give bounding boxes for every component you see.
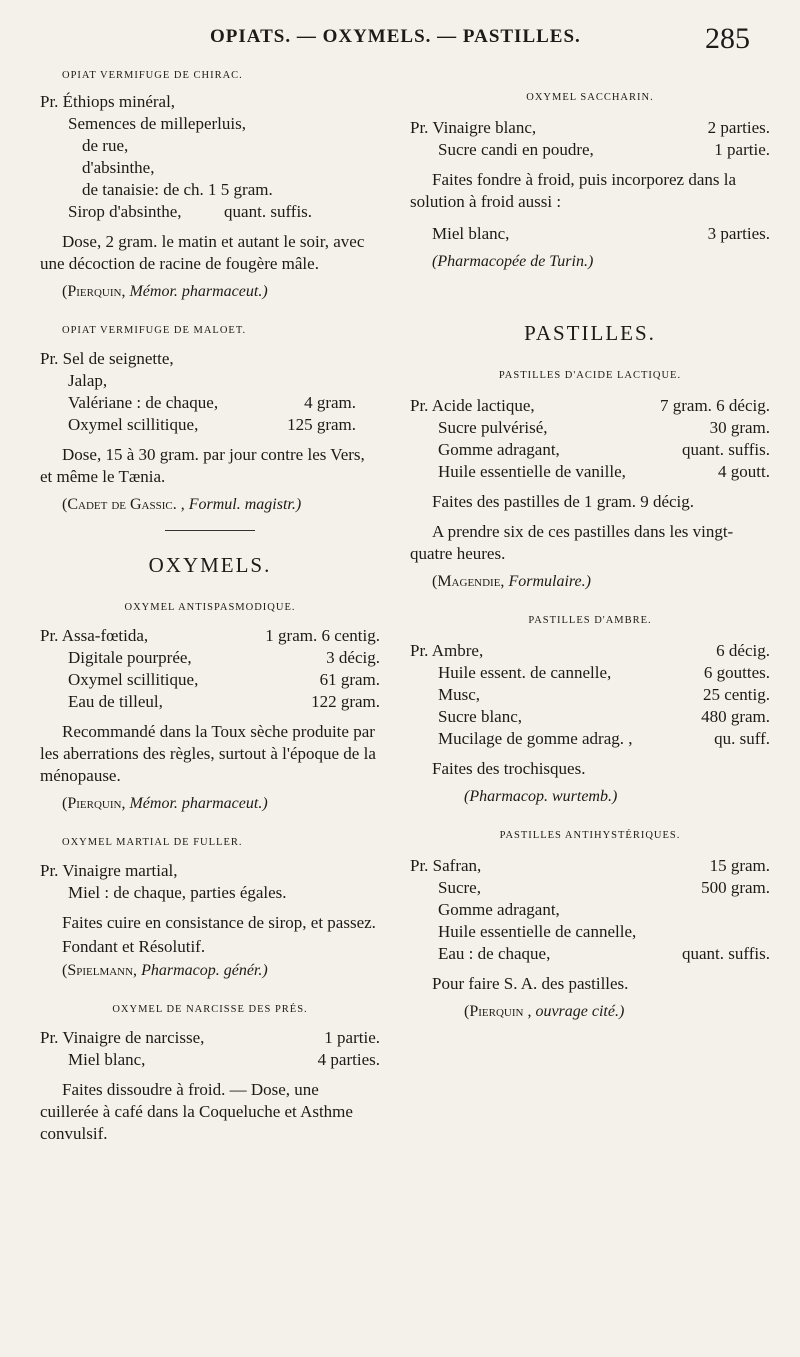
- ingredient-line: [410, 417, 770, 439]
- ingredient: Pr. Vinaigre de narcisse,: [40, 1028, 205, 1047]
- recipe-title: PASTILLES ANTIHYSTÉRIQUES.: [499, 830, 681, 841]
- source-work: Mémor. pharmaceut.): [129, 283, 268, 300]
- ingredient: Pr. Ambre,: [410, 641, 484, 660]
- ingredient-line: [410, 439, 770, 461]
- ingredient-line: [410, 943, 770, 965]
- ingredient-line: [40, 691, 380, 713]
- ingredient: Digitale pourprée,: [68, 648, 192, 667]
- source-citation: [410, 786, 770, 808]
- quantity: 6 décig.: [716, 641, 770, 660]
- left-column: [40, 70, 380, 1167]
- quantity: 4 gram.: [304, 393, 356, 412]
- quantity: 3 parties.: [707, 224, 770, 243]
- preparation-text: Faites fondre à froid, puis incorporez dans la solution à froid aussi :: [410, 170, 737, 211]
- ingredient: Pr. Acide lactique,: [410, 396, 535, 415]
- recipe-pastilles-lactique: [410, 370, 770, 593]
- recipe-title: OXYMEL DE NARCISSE DES PRÉS.: [112, 1004, 308, 1015]
- ingredient-line: Semences de milleperluis,: [68, 114, 246, 133]
- quantity: 6 gouttes.: [703, 663, 770, 682]
- ingredient-line: [40, 370, 380, 392]
- ingredient: Miel blanc,: [432, 224, 510, 243]
- quantity: 25 centig.: [702, 685, 770, 704]
- ingredient-line: de tanaisie: de ch. 1 5 gram.: [82, 180, 273, 199]
- source-citation: [410, 251, 770, 273]
- ingredient: Pr. Sel de seignette,: [40, 349, 174, 368]
- ingredient-line: [40, 669, 380, 691]
- property-text: Fondant et Résolutif.: [62, 937, 206, 956]
- quantity: 122 gram.: [311, 692, 380, 711]
- source-citation: [40, 281, 380, 303]
- ingredient-line: [40, 348, 380, 370]
- dosage-text: Dose, 15 à 30 gram. par jour contre les Vers, et même le Tænia.: [40, 445, 365, 486]
- source-citation: [410, 1001, 770, 1023]
- source-author: (Pierquin,: [62, 795, 126, 812]
- ingredient: Valériane : de chaque,: [68, 393, 219, 412]
- recipe-oxymel-narcisse: [40, 1004, 380, 1145]
- dosage-text: A prendre six de ces pastilles dans les vingt-quatre heures.: [410, 522, 734, 563]
- ingredient: Pr. Safran,: [410, 856, 482, 875]
- source-work: ouvrage cité.): [535, 1003, 625, 1020]
- ingredient: Huile essentielle de cannelle,: [438, 922, 637, 941]
- preparation-text: Faites des trochisques.: [432, 759, 586, 778]
- recipe-oxymel-fuller: [40, 837, 380, 982]
- quantity: 2 parties.: [707, 118, 770, 137]
- source-work: (Pharmacopée de Turin.): [432, 253, 594, 270]
- ingredient-line: [40, 414, 380, 436]
- ingredient-line: de rue,: [82, 136, 129, 155]
- quantity: 3 décig.: [326, 648, 380, 667]
- recipe-title: OPIAT VERMIFUGE DE CHIRAC.: [62, 70, 243, 81]
- source-work: Formul. magistr.): [188, 496, 302, 513]
- page-number: 285: [705, 22, 750, 55]
- quantity: quant. suffis.: [682, 944, 770, 963]
- ingredient: Sucre pulvérisé,: [438, 418, 548, 437]
- ingredient: Mucilage de gomme adrag. ,: [438, 729, 633, 748]
- recipe-title: OXYMEL MARTIAL DE FULLER.: [62, 837, 243, 848]
- ingredient: Eau de tilleul,: [68, 692, 163, 711]
- recipe-opiat-chirac: [40, 70, 380, 303]
- ingredient: Musc,: [438, 685, 481, 704]
- source-author: (Pierquin,: [62, 283, 126, 300]
- ingredient-line: [410, 706, 770, 728]
- section-divider: [165, 530, 255, 531]
- ingredient: Gomme adragant,: [438, 900, 560, 919]
- preparation-text: Faites cuire en consistance de sirop, et passez.: [62, 913, 376, 932]
- ingredient: Sucre candi en poudre,: [438, 140, 594, 159]
- ingredient-line: Sirop d'absinthe, quant. suffis.: [68, 202, 313, 221]
- source-work: Pharmacop. génér.): [141, 962, 268, 979]
- ingredient: Jalap,: [68, 371, 108, 390]
- ingredient: Sucre blanc,: [438, 707, 523, 726]
- recipe-title: OPIAT VERMIFUGE DE MALOET.: [62, 325, 247, 336]
- ingredient: Oxymel scillitique,: [68, 670, 199, 689]
- ingredient-line: [410, 461, 770, 483]
- ingredient-line: [410, 223, 770, 245]
- ingredient-line: Pr. Éthiops minéral,: [40, 92, 176, 111]
- source-citation: [40, 494, 380, 516]
- section-heading-pastilles: PASTILLES.: [524, 321, 656, 345]
- page-header: [60, 22, 750, 56]
- source-author: (Magendie,: [432, 573, 505, 590]
- ingredient-line: [410, 877, 770, 899]
- ingredient: Gomme adragant,: [438, 440, 560, 459]
- source-author: (Cadet de Gassic. ,: [62, 496, 185, 513]
- ingredient-line: [410, 117, 770, 139]
- ingredient-line: [410, 728, 770, 750]
- source-work: Mémor. pharmaceut.): [129, 795, 268, 812]
- ingredient-line: [40, 647, 380, 669]
- ingredient-line: [40, 392, 380, 414]
- ingredient-line: d'absinthe,: [82, 158, 155, 177]
- ingredient: Pr. Vinaigre blanc,: [410, 118, 537, 137]
- quantity: 4 parties.: [317, 1050, 380, 1069]
- recipe-title: PASTILLES D'AMBRE.: [528, 615, 652, 626]
- ingredient-line: [40, 1027, 380, 1049]
- source-work: (Pharmacop. wurtemb.): [464, 788, 618, 805]
- quantity: 1 partie.: [324, 1028, 380, 1047]
- running-title: OPIATS. — OXYMELS. — PASTILLES.: [210, 26, 581, 47]
- source-work: Formulaire.): [508, 573, 591, 590]
- quantity: qu. suff.: [714, 729, 770, 748]
- recipe-pastilles-ambre: [410, 615, 770, 808]
- ingredient: Pr. Assa-fœtida,: [40, 626, 149, 645]
- quantity: 125 gram.: [287, 415, 356, 434]
- ingredient-line: [40, 1049, 380, 1071]
- preparation-text: Faites des pastilles de 1 gram. 9 décig.: [432, 492, 695, 511]
- ingredient-line: Miel : de chaque, parties égales.: [68, 883, 287, 902]
- ingredient: Eau : de chaque,: [438, 944, 551, 963]
- preparation-text: Pour faire S. A. des pastilles.: [432, 974, 629, 993]
- ingredient-line: [410, 899, 770, 921]
- ingredient: Huile essentielle de vanille,: [438, 462, 626, 481]
- ingredient-line: [410, 640, 770, 662]
- ingredient-line: [410, 921, 770, 943]
- recipe-pastilles-antihysteriques: [410, 830, 770, 1023]
- ingredient: Miel blanc,: [68, 1050, 146, 1069]
- right-column: [410, 92, 770, 1045]
- recipe-title: OXYMEL SACCHARIN.: [526, 92, 654, 103]
- recipe-oxymel-saccharin: [410, 92, 770, 273]
- source-author: (Pierquin ,: [464, 1003, 532, 1020]
- quantity: 1 gram. 6 centig.: [265, 626, 380, 645]
- recipe-oxymel-antispasmodique: [40, 602, 380, 815]
- indication-text: Recommandé dans la Toux sèche produite par les aberrations des règles, surtout à l'époque de la ménopause.: [40, 722, 376, 785]
- quantity: 500 gram.: [701, 878, 770, 897]
- recipe-opiat-maloet: [40, 325, 380, 531]
- quantity: 7 gram. 6 décig.: [660, 396, 770, 415]
- quantity: quant. suffis.: [682, 440, 770, 459]
- ingredient-line: [410, 662, 770, 684]
- quantity: 1 partie.: [714, 140, 770, 159]
- dosage-text: Dose, 2 gram. le matin et autant le soir, avec une décoction de racine de fougère mâle.: [40, 232, 365, 273]
- quantity: 480 gram.: [701, 707, 770, 726]
- recipe-title: PASTILLES D'ACIDE LACTIQUE.: [498, 370, 682, 381]
- ingredient-line: [410, 855, 770, 877]
- ingredient-line: [40, 625, 380, 647]
- recipe-title: OXYMEL ANTISPASMODIQUE.: [124, 602, 296, 613]
- preparation-text: Faites dissoudre à froid. — Dose, une cuillerée à café dans la Coqueluche et Asthme convulsif.: [40, 1080, 353, 1143]
- quantity: 61 gram.: [319, 670, 380, 689]
- ingredient: Huile essent. de cannelle,: [438, 663, 612, 682]
- ingredient-line: [410, 684, 770, 706]
- quantity: 30 gram.: [709, 418, 770, 437]
- source-citation: [40, 960, 380, 982]
- source-citation: [40, 793, 380, 815]
- section-heading-oxymels: OXYMELS.: [148, 553, 272, 577]
- source-citation: [410, 571, 770, 593]
- quantity: 4 goutt.: [718, 462, 770, 481]
- ingredient-line: Pr. Vinaigre martial,: [40, 861, 178, 880]
- ingredient-line: [410, 395, 770, 417]
- quantity: 15 gram.: [709, 856, 770, 875]
- ingredient: Sucre,: [438, 878, 481, 897]
- ingredient-line: [410, 139, 770, 161]
- ingredient: Oxymel scillitique,: [68, 415, 199, 434]
- source-author: (Spielmann,: [62, 962, 138, 979]
